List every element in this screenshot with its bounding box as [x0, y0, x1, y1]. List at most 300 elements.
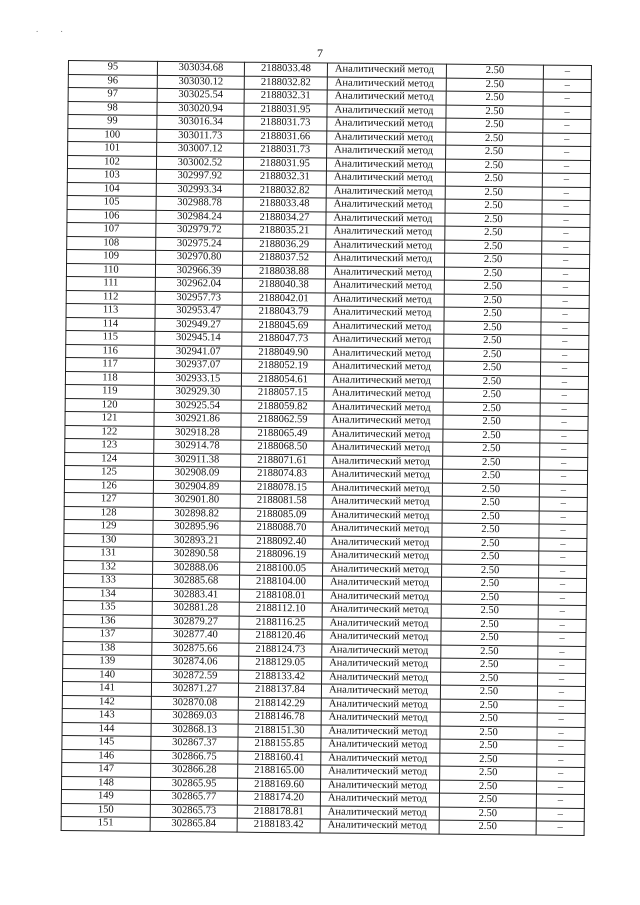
note-cell: –	[541, 322, 589, 336]
y-coordinate-cell: 2188042.01	[242, 292, 325, 306]
x-coordinate-cell: 302872.59	[152, 669, 239, 683]
y-coordinate-cell: 2188074.83	[240, 467, 323, 481]
method-cell: Аналитический метод	[324, 400, 443, 415]
method-cell: Аналитический метод	[320, 805, 439, 820]
x-coordinate-cell: 302874.06	[152, 655, 239, 669]
method-cell: Аналитический метод	[322, 643, 441, 658]
x-coordinate-cell: 302918.28	[154, 426, 241, 440]
point-number-cell: 95	[68, 61, 157, 75]
method-cell: Аналитический метод	[321, 697, 440, 712]
method-cell: Аналитический метод	[321, 751, 440, 766]
x-coordinate-cell: 302921.86	[154, 412, 241, 426]
x-coordinate-cell: 302908.09	[153, 466, 240, 480]
note-cell: –	[537, 740, 585, 754]
note-cell: –	[542, 254, 590, 268]
note-cell: –	[539, 470, 587, 484]
note-cell: –	[543, 92, 591, 106]
x-coordinate-cell: 302875.66	[152, 642, 239, 656]
y-coordinate-cell: 2188047.73	[242, 332, 325, 346]
method-cell: Аналитический метод	[326, 238, 445, 253]
accuracy-cell: 2.50	[445, 213, 542, 227]
y-coordinate-cell: 2188078.15	[240, 481, 323, 495]
scan-marks: . .	[36, 24, 73, 34]
x-coordinate-cell: 302975.24	[156, 237, 243, 251]
accuracy-cell: 2.50	[444, 334, 541, 348]
x-coordinate-cell: 302865.95	[150, 777, 237, 791]
point-number-cell: 112	[66, 290, 155, 304]
x-coordinate-cell: 302883.41	[152, 588, 239, 602]
accuracy-cell: 2.50	[440, 726, 537, 740]
y-coordinate-cell: 2188124.73	[239, 643, 322, 657]
accuracy-cell: 2.50	[443, 375, 540, 389]
method-cell: Аналитический метод	[323, 468, 442, 483]
x-coordinate-cell: 302865.73	[150, 804, 237, 818]
y-coordinate-cell: 2188054.61	[241, 373, 324, 387]
method-cell: Аналитический метод	[324, 454, 443, 469]
point-number-cell: 145	[62, 735, 151, 749]
point-number-cell: 141	[62, 681, 151, 695]
method-cell: Аналитический метод	[323, 522, 442, 537]
method-cell: Аналитический метод	[321, 738, 440, 753]
accuracy-cell: 2.50	[442, 564, 539, 578]
method-cell: Аналитический метод	[326, 211, 445, 226]
point-number-cell: 133	[63, 573, 152, 587]
accuracy-cell: 2.50	[441, 645, 538, 659]
x-coordinate-cell: 302866.75	[151, 750, 238, 764]
note-cell: –	[539, 511, 587, 525]
method-cell: Аналитический метод	[322, 603, 441, 618]
x-coordinate-cell: 302997.92	[156, 169, 243, 183]
y-coordinate-cell: 2188092.40	[240, 535, 323, 549]
method-cell: Аналитический метод	[322, 616, 441, 631]
accuracy-cell: 2.50	[445, 240, 542, 254]
method-cell: Аналитический метод	[326, 157, 445, 172]
note-cell: –	[539, 524, 587, 538]
point-number-cell: 130	[64, 533, 153, 547]
x-coordinate-cell: 303016.34	[157, 115, 244, 129]
note-cell: –	[540, 362, 588, 376]
x-coordinate-cell: 302979.72	[156, 223, 243, 237]
y-coordinate-cell: 2188031.95	[243, 157, 326, 171]
method-cell: Аналитический метод	[327, 144, 446, 159]
y-coordinate-cell: 2188031.66	[244, 130, 327, 144]
point-number-cell: 140	[63, 668, 152, 682]
point-number-cell: 101	[68, 142, 157, 156]
accuracy-cell: 2.50	[446, 64, 543, 78]
point-number-cell: 136	[63, 614, 152, 628]
point-number-cell: 137	[63, 627, 152, 641]
x-coordinate-cell: 302911.38	[154, 453, 241, 467]
y-coordinate-cell: 2188120.46	[239, 629, 322, 643]
point-number-cell: 150	[61, 803, 150, 817]
method-cell: Аналитический метод	[323, 481, 442, 496]
method-cell: Аналитический метод	[326, 184, 445, 199]
point-number-cell: 103	[67, 168, 156, 182]
method-cell: Аналитический метод	[323, 549, 442, 564]
note-cell: –	[542, 200, 590, 214]
x-coordinate-cell: 303034.68	[157, 61, 244, 75]
x-coordinate-cell: 302870.08	[151, 696, 238, 710]
accuracy-cell: 2.50	[442, 523, 539, 537]
accuracy-cell: 2.50	[443, 361, 540, 375]
method-cell: Аналитический метод	[321, 711, 440, 726]
accuracy-cell: 2.50	[443, 388, 540, 402]
method-cell: Аналитический метод	[325, 360, 444, 375]
note-cell: –	[540, 403, 588, 417]
note-cell: –	[542, 187, 590, 201]
accuracy-cell: 2.50	[444, 280, 541, 294]
method-cell: Аналитический метод	[327, 76, 446, 91]
method-cell: Аналитический метод	[327, 63, 446, 78]
point-number-cell: 117	[66, 357, 155, 371]
note-cell: –	[536, 794, 584, 808]
x-coordinate-cell: 302945.14	[155, 331, 242, 345]
accuracy-cell: 2.50	[446, 91, 543, 105]
method-cell: Аналитический метод	[327, 90, 446, 105]
point-number-cell: 111	[66, 276, 155, 290]
y-coordinate-cell: 2188040.38	[242, 278, 325, 292]
x-coordinate-cell: 303030.12	[157, 75, 244, 89]
point-number-cell: 151	[61, 816, 150, 830]
x-coordinate-cell: 302885.68	[152, 574, 239, 588]
method-cell: Аналитический метод	[322, 589, 441, 604]
note-cell: –	[539, 538, 587, 552]
accuracy-cell: 2.50	[441, 577, 538, 591]
point-number-cell: 99	[68, 115, 157, 129]
y-coordinate-cell: 2188151.30	[238, 724, 321, 738]
y-coordinate-cell: 2188033.48	[243, 197, 326, 211]
point-number-cell: 143	[62, 708, 151, 722]
accuracy-cell: 2.50	[446, 145, 543, 159]
y-coordinate-cell: 2188129.05	[239, 656, 322, 670]
y-coordinate-cell: 2188036.29	[243, 238, 326, 252]
note-cell: –	[540, 443, 588, 457]
note-cell: –	[538, 605, 586, 619]
accuracy-cell: 2.50	[445, 199, 542, 213]
table-body	[61, 61, 591, 835]
y-coordinate-cell: 2188085.09	[240, 508, 323, 522]
x-coordinate-cell: 302871.27	[151, 682, 238, 696]
point-number-cell: 144	[62, 722, 151, 736]
note-cell: –	[541, 268, 589, 282]
method-cell: Аналитический метод	[323, 562, 442, 577]
accuracy-cell: 2.50	[443, 442, 540, 456]
point-number-cell: 120	[65, 398, 154, 412]
method-cell: Аналитический метод	[325, 306, 444, 321]
x-coordinate-cell: 302937.07	[155, 358, 242, 372]
note-cell: –	[536, 781, 584, 795]
point-number-cell: 106	[67, 209, 156, 223]
method-cell: Аналитический метод	[320, 778, 439, 793]
note-cell: –	[536, 808, 584, 822]
y-coordinate-cell: 2188057.15	[241, 386, 324, 400]
point-number-cell: 114	[66, 317, 155, 331]
method-cell: Аналитический метод	[324, 387, 443, 402]
x-coordinate-cell: 302895.96	[153, 520, 240, 534]
point-number-cell: 129	[64, 519, 153, 533]
x-coordinate-cell: 302890.58	[153, 547, 240, 561]
point-number-cell: 121	[65, 411, 154, 425]
point-number-cell: 107	[67, 222, 156, 236]
accuracy-cell: 2.50	[442, 510, 539, 524]
point-number-cell: 142	[62, 695, 151, 709]
method-cell: Аналитический метод	[320, 819, 439, 834]
y-coordinate-cell: 2188096.19	[240, 548, 323, 562]
accuracy-cell: 2.50	[441, 618, 538, 632]
y-coordinate-cell: 2188100.05	[240, 562, 323, 576]
note-cell: –	[542, 241, 590, 255]
method-cell: Аналитический метод	[325, 319, 444, 334]
x-coordinate-cell: 303020.94	[157, 102, 244, 116]
note-cell: –	[541, 308, 589, 322]
x-coordinate-cell: 302901.80	[153, 493, 240, 507]
accuracy-cell: 2.50	[446, 105, 543, 119]
accuracy-cell: 2.50	[442, 550, 539, 564]
x-coordinate-cell: 302957.73	[155, 291, 242, 305]
note-cell: –	[538, 632, 586, 646]
note-cell: –	[537, 686, 585, 700]
point-number-cell: 131	[64, 546, 153, 560]
x-coordinate-cell: 302898.82	[153, 507, 240, 521]
y-coordinate-cell: 2188142.29	[238, 697, 321, 711]
accuracy-cell: 2.50	[446, 118, 543, 132]
accuracy-cell: 2.50	[442, 483, 539, 497]
y-coordinate-cell: 2188088.70	[240, 521, 323, 535]
note-cell: –	[537, 700, 585, 714]
y-coordinate-cell: 2188104.00	[239, 575, 322, 589]
note-cell: –	[542, 214, 590, 228]
point-number-cell: 146	[62, 749, 151, 763]
method-cell: Аналитический метод	[326, 225, 445, 240]
point-number-cell: 132	[64, 560, 153, 574]
method-cell: Аналитический метод	[325, 279, 444, 294]
point-number-cell: 110	[66, 263, 155, 277]
accuracy-cell: 2.50	[440, 712, 537, 726]
x-coordinate-cell: 302893.21	[153, 534, 240, 548]
method-cell: Аналитический метод	[322, 670, 441, 685]
method-cell: Аналитический метод	[323, 508, 442, 523]
x-coordinate-cell: 302984.24	[156, 210, 243, 224]
method-cell: Аналитический метод	[326, 252, 445, 267]
note-cell: –	[543, 119, 591, 133]
accuracy-cell: 2.50	[442, 537, 539, 551]
y-coordinate-cell: 2188034.27	[243, 211, 326, 225]
y-coordinate-cell: 2188169.60	[237, 778, 320, 792]
point-number-cell: 134	[63, 587, 152, 601]
accuracy-cell: 2.50	[440, 699, 537, 713]
y-coordinate-cell: 2188174.20	[237, 791, 320, 805]
y-coordinate-cell: 2188065.49	[241, 427, 324, 441]
method-cell: Аналитический метод	[325, 333, 444, 348]
point-number-cell: 138	[63, 641, 152, 655]
y-coordinate-cell: 2188059.82	[241, 400, 324, 414]
note-cell: –	[543, 146, 591, 160]
x-coordinate-cell: 302949.27	[155, 318, 242, 332]
method-cell: Аналитический метод	[323, 535, 442, 550]
y-coordinate-cell: 2188032.82	[243, 184, 326, 198]
accuracy-cell: 2.50	[440, 739, 537, 753]
y-coordinate-cell: 2188116.25	[239, 616, 322, 630]
y-coordinate-cell: 2188037.52	[243, 251, 326, 265]
note-cell: –	[541, 335, 589, 349]
y-coordinate-cell: 2188178.81	[237, 805, 320, 819]
note-cell: –	[540, 430, 588, 444]
x-coordinate-cell: 303025.54	[157, 88, 244, 102]
note-cell: –	[537, 754, 585, 768]
note-cell: –	[539, 551, 587, 565]
method-cell: Аналитический метод	[327, 103, 446, 118]
y-coordinate-cell: 2188137.84	[238, 683, 321, 697]
accuracy-cell: 2.50	[441, 672, 538, 686]
point-number-cell: 115	[66, 330, 155, 344]
method-cell: Аналитический метод	[324, 427, 443, 442]
x-coordinate-cell: 302869.03	[151, 709, 238, 723]
note-cell: –	[543, 65, 591, 79]
y-coordinate-cell: 2188160.41	[238, 751, 321, 765]
note-cell: –	[538, 646, 586, 660]
point-number-cell: 147	[62, 762, 151, 776]
note-cell: –	[538, 592, 586, 606]
point-number-cell: 96	[68, 74, 157, 88]
note-cell: –	[539, 497, 587, 511]
accuracy-cell: 2.50	[443, 415, 540, 429]
note-cell: –	[538, 619, 586, 633]
x-coordinate-cell: 303011.73	[157, 129, 244, 143]
point-number-cell: 124	[65, 452, 154, 466]
method-cell: Аналитический метод	[323, 495, 442, 510]
point-number-cell: 100	[68, 128, 157, 142]
accuracy-cell: 2.50	[441, 631, 538, 645]
note-cell: –	[543, 133, 591, 147]
y-coordinate-cell: 2188062.59	[241, 413, 324, 427]
point-number-cell: 118	[65, 371, 154, 385]
page-number: 7	[317, 46, 323, 60]
point-number-cell: 135	[63, 600, 152, 614]
method-cell: Аналитический метод	[326, 198, 445, 213]
y-coordinate-cell: 2188032.82	[244, 76, 327, 90]
y-coordinate-cell: 2188108.01	[239, 589, 322, 603]
note-cell: –	[540, 376, 588, 390]
accuracy-cell: 2.50	[442, 496, 539, 510]
note-cell: –	[541, 349, 589, 363]
method-cell: Аналитический метод	[321, 684, 440, 699]
method-cell: Аналитический метод	[326, 171, 445, 186]
x-coordinate-cell: 302966.39	[155, 264, 242, 278]
note-cell: –	[538, 673, 586, 687]
y-coordinate-cell: 2188081.58	[240, 494, 323, 508]
note-cell: –	[538, 659, 586, 673]
note-cell: –	[539, 565, 587, 579]
accuracy-cell: 2.50	[445, 172, 542, 186]
y-coordinate-cell: 2188112.10	[239, 602, 322, 616]
point-number-cell: 105	[67, 195, 156, 209]
point-number-cell: 149	[61, 789, 150, 803]
note-cell: –	[540, 389, 588, 403]
note-cell: –	[540, 457, 588, 471]
accuracy-cell: 2.50	[444, 321, 541, 335]
y-coordinate-cell: 2188031.73	[244, 116, 327, 130]
y-coordinate-cell: 2188035.21	[243, 224, 326, 238]
accuracy-cell: 2.50	[440, 753, 537, 767]
point-number-cell: 125	[64, 465, 153, 479]
x-coordinate-cell: 302941.07	[155, 345, 242, 359]
x-coordinate-cell: 302879.27	[152, 615, 239, 629]
point-number-cell: 108	[67, 236, 156, 250]
note-cell: –	[540, 416, 588, 430]
y-coordinate-cell: 2188031.95	[244, 103, 327, 117]
accuracy-cell: 2.50	[442, 469, 539, 483]
note-cell: –	[542, 173, 590, 187]
method-cell: Аналитический метод	[320, 792, 439, 807]
point-number-cell: 119	[65, 384, 154, 398]
method-cell: Аналитический метод	[327, 130, 446, 145]
point-number-cell: 109	[67, 249, 156, 263]
note-cell: –	[537, 727, 585, 741]
point-number-cell: 139	[63, 654, 152, 668]
note-cell: –	[541, 295, 589, 309]
point-number-cell: 122	[65, 425, 154, 439]
method-cell: Аналитический метод	[324, 373, 443, 388]
y-coordinate-cell: 2188038.88	[242, 265, 325, 279]
y-coordinate-cell: 2188071.61	[241, 454, 324, 468]
accuracy-cell: 2.50	[445, 226, 542, 240]
x-coordinate-cell: 302888.06	[153, 561, 240, 575]
y-coordinate-cell: 2188032.31	[243, 170, 326, 184]
y-coordinate-cell: 2188052.19	[242, 359, 325, 373]
note-cell: –	[537, 713, 585, 727]
y-coordinate-cell: 2188045.69	[242, 319, 325, 333]
method-cell: Аналитический метод	[324, 441, 443, 456]
y-coordinate-cell: 2188031.73	[244, 143, 327, 157]
x-coordinate-cell: 302865.84	[150, 817, 237, 831]
x-coordinate-cell: 302925.54	[154, 399, 241, 413]
method-cell: Аналитический метод	[321, 724, 440, 739]
x-coordinate-cell: 302962.04	[155, 277, 242, 291]
y-coordinate-cell: 2188146.78	[238, 710, 321, 724]
x-coordinate-cell: 302881.28	[152, 601, 239, 615]
accuracy-cell: 2.50	[440, 766, 537, 780]
x-coordinate-cell: 302970.80	[156, 250, 243, 264]
y-coordinate-cell: 2188183.42	[237, 818, 320, 832]
point-number-cell: 126	[64, 479, 153, 493]
accuracy-cell: 2.50	[441, 604, 538, 618]
x-coordinate-cell: 302904.89	[153, 480, 240, 494]
accuracy-cell: 2.50	[445, 253, 542, 267]
accuracy-cell: 2.50	[444, 294, 541, 308]
coordinates-table	[61, 60, 592, 835]
x-coordinate-cell: 302868.13	[151, 723, 238, 737]
point-number-cell: 127	[64, 492, 153, 506]
x-coordinate-cell: 302953.47	[155, 304, 242, 318]
accuracy-cell: 2.50	[439, 820, 536, 834]
point-number-cell: 113	[66, 303, 155, 317]
y-coordinate-cell: 2188049.90	[242, 346, 325, 360]
note-cell: –	[543, 106, 591, 120]
accuracy-cell: 2.50	[441, 591, 538, 605]
x-coordinate-cell: 303002.52	[156, 156, 243, 170]
accuracy-cell: 2.50	[445, 186, 542, 200]
x-coordinate-cell: 302929.30	[154, 385, 241, 399]
accuracy-cell: 2.50	[444, 307, 541, 321]
method-cell: Аналитический метод	[321, 765, 440, 780]
accuracy-cell: 2.50	[440, 685, 537, 699]
accuracy-cell: 2.50	[446, 132, 543, 146]
note-cell: –	[542, 227, 590, 241]
method-cell: Аналитический метод	[322, 576, 441, 591]
y-coordinate-cell: 2188068.50	[241, 440, 324, 454]
point-number-cell: 104	[67, 182, 156, 196]
method-cell: Аналитический метод	[325, 346, 444, 361]
